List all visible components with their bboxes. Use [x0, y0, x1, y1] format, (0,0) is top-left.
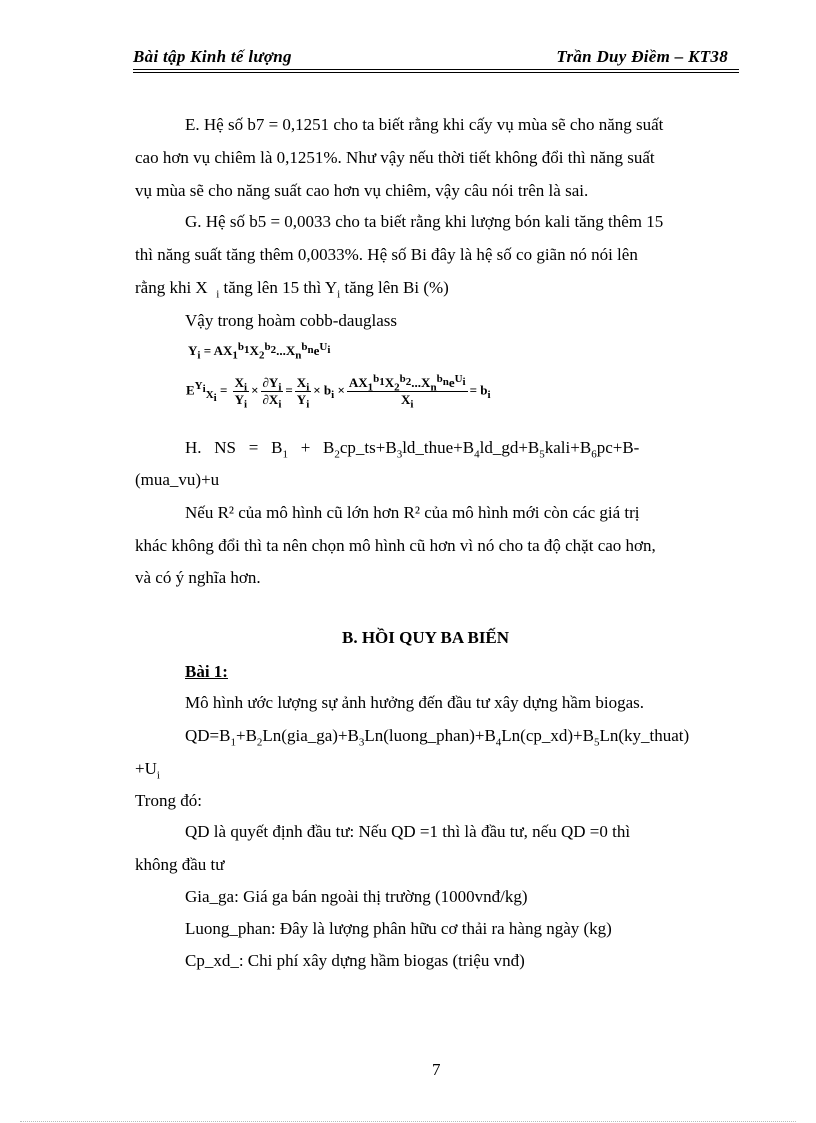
section-b-title: B. HỒI QUY BA BIẾN — [342, 628, 510, 647]
para-r2-line1: Nếu R² của mô hình cũ lớn hơn R² của mô hình mới còn các giá trị — [185, 503, 640, 522]
trong-do: Trong đó: — [135, 791, 202, 810]
para-g-line1: G. Hệ số b5 = 0,0033 cho ta biết rằng khi lượng bón kali tăng thêm 15 — [185, 212, 664, 231]
section-b-intro: Mô hình ước lượng sự ảnh hưởng đến đầu tư xây dựng hầm biogas. — [185, 693, 645, 712]
qd-line2: không đầu tư — [135, 855, 225, 874]
para-g-line3: rằng khi X $_i$ tăng lên 15 thì $Y_i$ tăng lên Bi (%) — [135, 278, 449, 301]
header-right: Trần Duy Điềm – KT38 — [556, 47, 728, 66]
model-line2: $+U_i$ — [135, 759, 160, 782]
para-e-line3: vụ mùa sẽ cho năng suất cao hơn vụ chiêm, vậy câu nói trên là sai. — [135, 181, 589, 200]
cp-xd-def: Cp_xd_: Chi phí xây dựng hầm biogas (triệu vnđ) — [185, 951, 525, 970]
para-e-line1: E. Hệ số b7 = 0,1251 cho ta biết rằng khi cấy vụ mùa sẽ cho năng suất — [185, 115, 664, 134]
para-g-line2: thì năng suất tăng thêm 0,0033%. Hệ số Bi đây là hệ số co giãn nó nói lên — [135, 245, 638, 264]
para-r2-line2: khác không đổi thì ta nên chọn mô hình cũ hơn vì nó cho ta độ chặt cao hơn, — [135, 536, 656, 555]
cobb-intro: Vậy trong hoàm cobb-dauglass — [185, 311, 397, 330]
gia-ga-def: Gia_ga: Giá ga bán ngoài thị trường (1000vnđ/kg) — [185, 887, 528, 906]
formula-elasticity: $E^{Y_i}_{X_i}$ = $\frac{X_i}{Y_i}$ × $\frac{\partial Y_i}{\partial X_i}$ = $\frac{X_i}{Y_i}$ × $b_i$ × $\frac{AX_1^{b_1}X_2^{b_2}...X_n^{b_n}e^{U_i}}{X_i}$ = $b_i$ — [186, 372, 491, 411]
formula-cobb-douglas: $Y_i = AX_1^{b_1}X_2^{b_2}...X_n^{b_n}e^{U_i}$ — [188, 340, 331, 362]
para-r2-line3: và có ý nghĩa hơn. — [135, 568, 261, 587]
luong-phan-def: Luong_phan: Đây là lượng phân hữu cơ thải ra hàng ngày (kg) — [185, 919, 612, 938]
qd-line1: QD là quyết định đầu tư: Nếu QD =1 thì là đầu tư, nếu QD =0 thì — [185, 822, 631, 841]
para-h-line1: H. NS = $B_1$ + $B_2cp\_ts+B_3ld\_thue+B_4ld\_gd+B_5kali+B_6pc+B-$ — [185, 438, 640, 461]
model-line1: $QD=B_1+B_2Ln(gia\_ga)+B_3Ln(luong\_phan)+B_4Ln(cp\_xd)+B_5Ln(ky\_thuat)$ — [185, 726, 690, 749]
header-rule-bottom — [133, 72, 739, 73]
page-number: 7 — [432, 1060, 441, 1079]
bai-1-heading: Bài 1: — [185, 662, 228, 681]
para-e-line2: cao hơn vụ chiêm là 0,1251%. Như vậy nếu thời tiết không đổi thì năng suất — [135, 148, 655, 167]
header-left: Bài tập Kinh tế lượng — [133, 47, 292, 66]
page-bottom-edge — [20, 1121, 796, 1122]
para-h-line2: (mua_vu)+u — [135, 470, 220, 489]
header-rule-top — [133, 69, 739, 70]
